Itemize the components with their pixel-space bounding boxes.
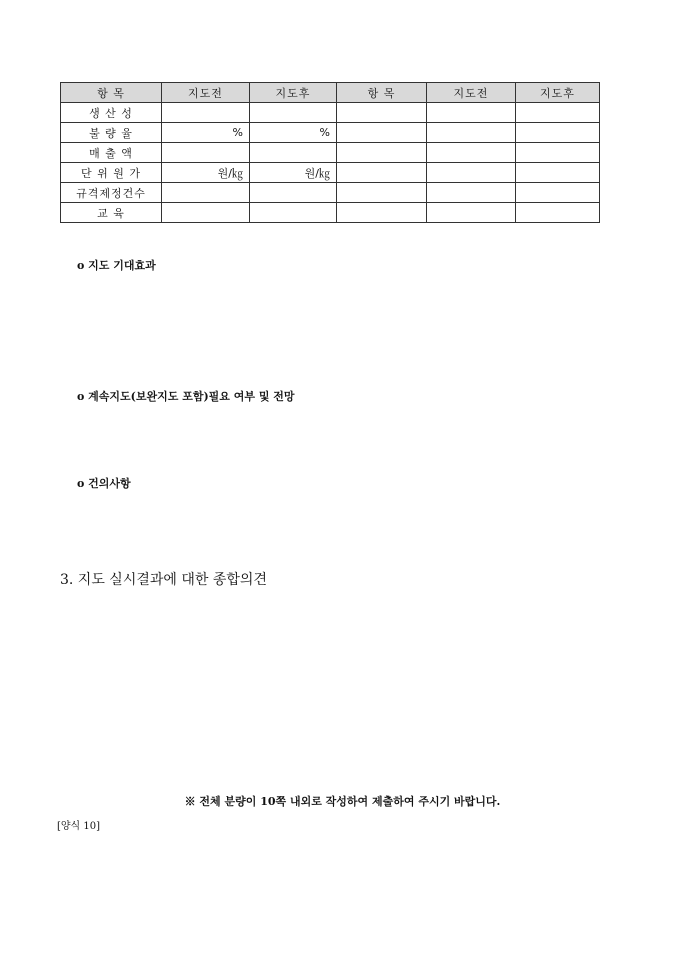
cell-after: % <box>250 123 337 143</box>
empty-cell <box>427 203 516 223</box>
section-suggestions: ο 건의사항 <box>77 477 131 490</box>
section-continued-guidance: ο 계속지도(보완지도 포함)필요 여부 및 전망 <box>77 390 295 403</box>
cell-before <box>162 143 250 163</box>
table-header-row <box>61 83 600 103</box>
row-label: 불 량 율 <box>61 123 162 143</box>
table-row <box>61 103 600 123</box>
cell-before <box>162 183 250 203</box>
guidance-metrics-table <box>60 82 600 223</box>
heading-overall-opinion: 3. 지도 실시결과에 대한 종합의견 <box>60 572 267 588</box>
empty-cell <box>516 103 600 123</box>
cell-before: % <box>162 123 250 143</box>
empty-cell <box>516 143 600 163</box>
empty-cell <box>337 203 427 223</box>
empty-cell <box>337 123 427 143</box>
cell-after <box>250 143 337 163</box>
row-label: 단 위 원 가 <box>61 163 162 183</box>
length-notice: ※ 전체 분량이 10쪽 내외로 작성하여 제출하여 주시기 바랍니다. <box>184 795 501 808</box>
empty-cell <box>427 103 516 123</box>
header-item: 항 목 <box>61 83 162 103</box>
header-before-2: 지도전 <box>427 83 516 103</box>
header-after: 지도후 <box>250 83 337 103</box>
row-label: 규격제정건수 <box>61 183 162 203</box>
table-row <box>61 183 600 203</box>
header-after-2: 지도후 <box>516 83 600 103</box>
table-row <box>61 123 600 143</box>
empty-cell <box>337 143 427 163</box>
section-expected-effect: ο 지도 기대효과 <box>77 259 156 272</box>
row-label: 교 육 <box>61 203 162 223</box>
form-code: [양식 10] <box>57 821 101 832</box>
empty-cell <box>337 103 427 123</box>
empty-cell <box>427 123 516 143</box>
cell-after <box>250 183 337 203</box>
empty-cell <box>427 143 516 163</box>
cell-before <box>162 203 250 223</box>
empty-cell <box>516 123 600 143</box>
cell-after <box>250 103 337 123</box>
empty-cell <box>427 163 516 183</box>
empty-cell <box>516 183 600 203</box>
empty-cell <box>427 183 516 203</box>
cell-after <box>250 203 337 223</box>
empty-cell <box>337 163 427 183</box>
cell-before <box>162 103 250 123</box>
row-label: 생 산 성 <box>61 103 162 123</box>
empty-cell <box>516 163 600 183</box>
table-row <box>61 163 600 183</box>
cell-before: 원/㎏ <box>162 163 250 183</box>
empty-cell <box>337 183 427 203</box>
row-label: 매 출 액 <box>61 143 162 163</box>
empty-cell <box>516 203 600 223</box>
header-item-2: 항 목 <box>337 83 427 103</box>
table-row <box>61 203 600 223</box>
cell-after: 원/㎏ <box>250 163 337 183</box>
table-row <box>61 143 600 163</box>
header-before: 지도전 <box>162 83 250 103</box>
